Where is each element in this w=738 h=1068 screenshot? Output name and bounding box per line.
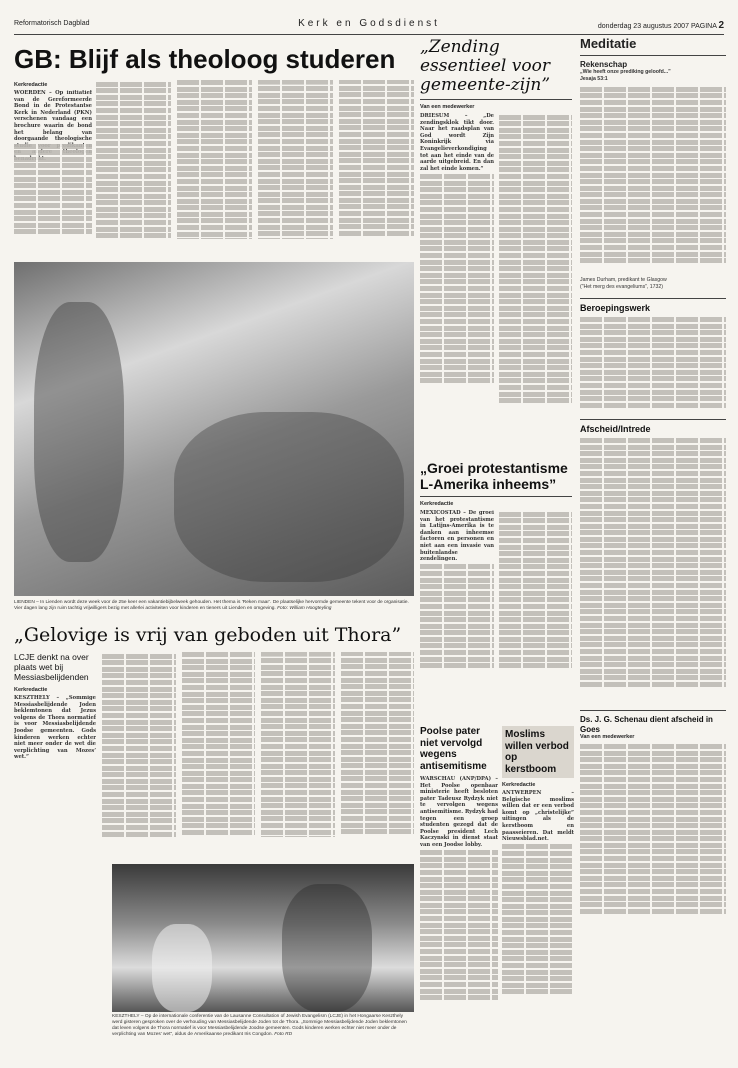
page-header — [14, 16, 724, 35]
article-latijns-amerika — [420, 460, 572, 678]
article-tag: Kerkredactie — [420, 501, 454, 507]
lead-text: KESZTHELY – „Sommige Messiasbelijdende Joden beklemtonen dat Jezus volgens de Thora normatief is voor Messiasbelijdende Joodse gemeenten. Gods kinderen werken echter niet meer onder de wet die verplichting van Mozes’ wet.” — [14, 695, 96, 761]
afscheid-title: Afscheid/Intrede — [580, 424, 651, 435]
schenau-title: Ds. J. G. Schenau dient afscheid in Goes — [580, 715, 713, 734]
page-label: PAGINA — [690, 23, 717, 30]
date: donderdag 23 augustus 2007 — [597, 23, 689, 30]
article-tag: Kerkredactie — [14, 82, 48, 88]
lead-text: WOERDEN – Op initiatief van de Gereformeerde Bond in de Protestantse Kerk in Nederland (PKN) verschenen vandaag een brochure waarin de bond het belang van doorgaande theologische — [14, 90, 92, 143]
photo-credit: Foto: William Hoogteyling — [277, 606, 332, 611]
paper-name: Reformatorisch Dagblad — [14, 20, 90, 27]
page-number: 2 — [718, 20, 724, 31]
article-tag: Kerkredactie — [502, 782, 536, 788]
lead-text: ANTWERPEN – Belgische moslims willen dat er een verbod komt op „christelijke” uitingen als de kerstboom en paasseieren. Dat meldt Nieuwsblad.net. — [502, 790, 574, 843]
photo-credit: Foto RD — [274, 1032, 293, 1037]
headline: Poolse pater niet vervolgd wegens antisemitisme — [420, 726, 487, 772]
subhead: LCJE denkt na over plaats wet bij Messiasbelijdenden — [14, 652, 89, 682]
beroeping-title: Beroepingswerk — [580, 303, 651, 314]
photo-vakantiebijbelweek — [14, 262, 414, 596]
lead-text: WARSCHAU (ANP/DPA) – Het Poolse openbaar ministerie heeft besloten pater Tadeusz Rydzyk niet te vervolgen wegens antisemitisme. Rydzyk had tegen een groep studenten gezegd dat de Poolse president Lech Kaczynski in dienst staat van een Joodse lobby. — [420, 776, 498, 848]
headline: GB: Blijf als theoloog studeren — [14, 44, 396, 74]
lead-text: DRIESUM – „De zendingsklok tikt door. Naar het raadsplan van God wordt Zijn Koninkrijk via Evangelieverkondiging tot aan het einde van de aarde uitgebreid. En dan zal het einde komen.” — [420, 113, 494, 172]
section-title: Kerk en Godsdienst — [298, 18, 440, 29]
headline: Moslims willen verbod op kerstboom — [502, 726, 574, 778]
article-thora — [14, 624, 414, 854]
page-info — [598, 20, 724, 31]
byline: Van een medewerker — [420, 104, 475, 110]
meditation-author: James Durham, predikant te Glasgow — [580, 277, 667, 284]
headline: „Zending essentieel voor gemeente-zijn” — [420, 37, 551, 95]
photo-conference — [112, 864, 414, 1012]
article-poolse-pater — [420, 726, 498, 1050]
headline: „Gelovige is vrij van geboden uit Thora” — [14, 624, 402, 646]
meditation-quote: „Wie heeft onze prediking geloofd...” — [580, 69, 671, 75]
meditation-book: (”Het merg des evangeliums”, 1732) — [580, 283, 664, 290]
article-tag: Kerkredactie — [14, 687, 48, 693]
article-kerstboom — [502, 726, 574, 1050]
sidebar — [580, 36, 726, 932]
photo-caption: KESZTHELY – Op de internationale conferentie van de Lausanne Consultation of Jewish Evangelism (LCJE) in het Hongaarse Keszthely werd gisteren gesproken over de verhouding van Messiasbelijdende Joden tot de Thora. „Sommige Messiasbelijdende Joden beklemtonen dat leven volgens de Thora normatief is voor Messiasbelijdende Joodse gemeenten. Gods kinderen werken echter niet meer onder de verplichting van Mozes’ wet”, aldus de Amerikaanse predikant Iris Congdon. Foto RD — [112, 1014, 407, 1037]
meditation-subtitle: Rekenschap — [580, 60, 628, 69]
meditation-quote-ref: Jesaja 53:1 — [580, 75, 608, 82]
photo-caption: LIENDEN – In Lienden wordt deze week voor de 25e keer een vakantiebijbelweek gehouden. Het thema is ‘Reken maar’. De plaatselijke hervormde gemeente tekent voor de organisatie. Vier dagen lang zijn ruim tachtig vrijwilligers bezig met allerlei activiteiten voor kinderen en tieners uit Lienden en omgeving. Foto: William Hoogteyling — [14, 600, 409, 611]
article-zending — [420, 38, 572, 394]
schenau-byline: Van een medewerker — [580, 734, 635, 741]
lead-text: MEXICOSTAD – De groei van het protestantisme in Latijns-Amerika is te danken aan inheemse factoren en personen en niet aan een invasie van buitenlandse zendelingen. — [420, 510, 494, 563]
headline: „Groei protestantisme L-Amerika inheems” — [420, 460, 568, 492]
article-theoloog — [14, 44, 414, 256]
sidebar-title: Meditatie — [580, 36, 637, 51]
